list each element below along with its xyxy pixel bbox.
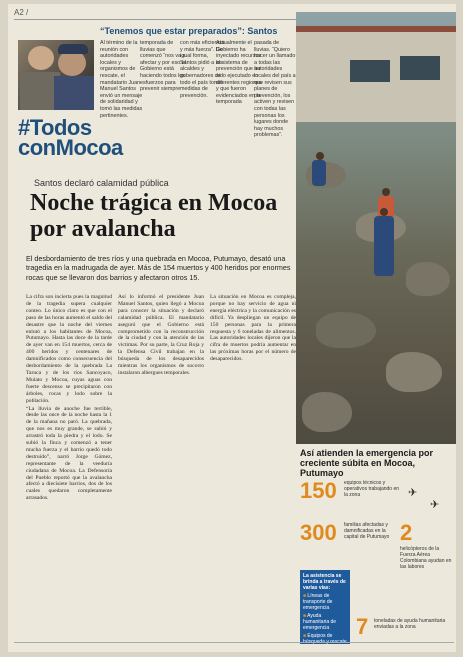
stat-families: 300 familias afectadas y damnificadas en la capital de Putumayo [300,520,390,545]
article-deck: El desbordamiento de tres ríos y una quebrada en Mocoa, Putumayo, desató una tragedia en la madrugada de ayer. Más de 154 muertos y 400 heridos por enormes rocas que se llevaron dos barrios y afectaron otros 15. [26,254,291,282]
article-column: Así lo informó el presidente Juan Manuel Santos, quien llegó a Mocoa para conocer la situación y declaró calamidad pública. El mandatario aseguró que el Gobierno está comprometido con la reconstrucción de la ciudad y con la atención de las víctimas. Por su parte, la Cruz Roja y la Defensa Civil trabajan en la búsqueda de los desaparecidos mientras los organismos de socorro instalaron albergues temporales. [118,294,204,376]
bottom-rule [14,642,454,643]
avalanche-photo [296,12,456,444]
teaser-section [18,24,296,139]
teaser-photo [18,40,94,110]
hashtag-logo [18,115,123,160]
teaser-column: Al término de la reunión con autoridades locales y organismos de rescate, el mandatario Juan Manuel Santos envió un mensaje de solidaridad y tomó las medidas pertinentes. [100,40,143,119]
top-rule [14,19,296,20]
newspaper-page [8,4,456,652]
article-kicker: Santos declaró calamidad pública [34,178,169,188]
infographic-title: Así atienden la emergencia por creciente súbita en Mocoa, Putumayo [300,448,434,478]
article-column: La cifra son incierta pues la magnitud de la tragedia supera cualquier conteo. Lo único claro es que con el paso de las horas aumentó el saldo del desastre que la noche del viernes enlutó a los habitantes de Mocoa, Putumayo. Hasta las doce de la tarde de ayer van en 154 muertos, cerca de 400 heridos y centenares de damnificados como consecuencia del desbordamiento de la quebrada La Taruca y de los ríos Sancoyaco, Mulato y Mocoa, cuyas aguas con fuerte descenso se precipitaron con árboles, rocas y lodo sobre la población. “La lluvia de anoche fue terrible, desde las once de la noche hasta la 1 de la mañana no paró. La quebrada, que nos es muy grande, se subió y arrastró toda la piedra y el lodo. Se subió la finca y comenzó a tener mucha fuerza y el barrio quedó todo destruido”, narró Jorge Gómez, representante de la veeduría ciudadana de Mocoa. La Defensoría del Pueblo reportó que la avalancha afectó a diecisiete barrios, dos de los cuales quedaron completamente arrasados. [26,294,112,502]
teaser-column: Actualmente el Gobierno ha inyectado recursos al sistema de prevención que ha sido ejecutado en diferentes regiones y que fueron evidenciados en la temporada [216,40,262,106]
teaser-column: con más eficiencia y más fuerza”. De igual forma, Santos pidió a los alcaldes y gobernadores de todo el país tomar medidas de prevención. [180,40,225,99]
stat-teams: 150 equipos técnicos y operativos trabajando en la zona [300,478,400,503]
hashtag-line-1: #Todos [18,115,92,140]
hashtag-line-2: conMocoa [18,135,123,160]
teaser-title: “Tenemos que estar preparados”: Santos [100,26,278,36]
article-column: La situación en Mocoa es compleja, porque no hay servicio de agua ni energía eléctrica y la comunicación es difícil. Ya despliegan un equipo de 150 personas para la primera respuesta y 6 toneladas de alimentos. Las autoridades locales dijeron que la cifra de muertos podría aumentar en las próximas horas por el número de desaparecidos. [210,294,296,363]
page-number: A2 / [14,8,29,17]
teaser-column: pasada de lluvias. “Quiero hacer un llamado a todas las autoridades locales del país a que revisen sus planes de prevención, los activen y revisen con todas las personas los lugares donde hay muchos problemas”. [254,40,296,139]
assistance-box: La asistencia se brinda a través de varias vías: ■ Líneas de transporte de emergencia ■ Ayuda humanitaria de emergencia ■ Equipos de [300,570,350,644]
helicopter-icon: ✈ [430,499,440,511]
teaser-column: temporada de lluvias que comenzó “nos va a afectar y por eso el Gobierno está haciendo todos los esfuerzos para prevenir siempre [140,40,186,93]
emergency-infographic [300,448,456,652]
article-headline: Noche trágica en Mocoa por avalancha [30,190,278,242]
stat-helicopters: 2 helicópteros de la Fuerza Aérea Colombiana ayudan en las labores [400,520,452,570]
helicopter-icon: ✈ [408,487,418,499]
stat-tonnes: 7 toneladas de ayuda humanitaria enviadas a la zona [356,614,446,639]
